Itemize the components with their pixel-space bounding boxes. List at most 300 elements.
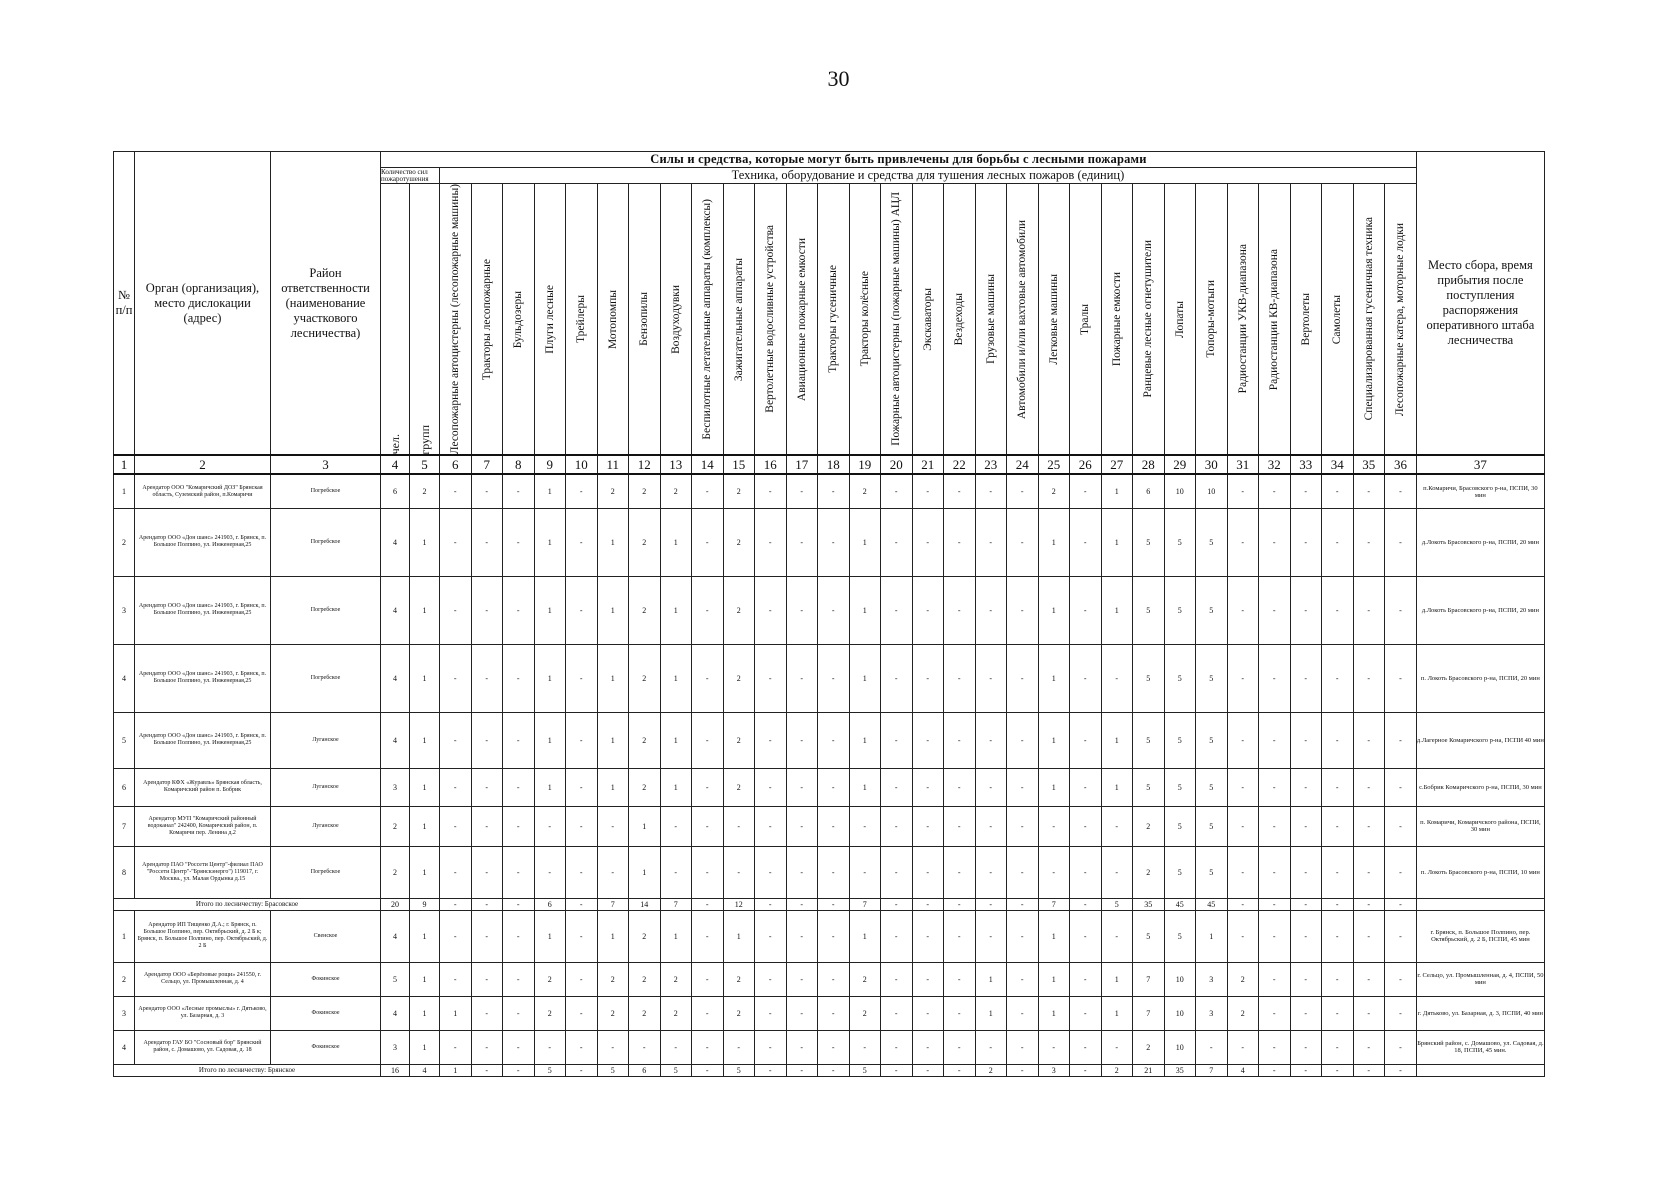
subtotal-value: - (692, 898, 724, 910)
row-value: 1 (723, 910, 755, 962)
column-number: 11 (597, 455, 629, 474)
row-number: 1 (114, 910, 135, 962)
row-value: - (1385, 996, 1417, 1030)
row-value: - (881, 508, 913, 576)
row-value: - (503, 910, 535, 962)
row-value: 1 (1038, 576, 1070, 644)
row-value: - (818, 474, 850, 508)
column-number: 3 (271, 455, 381, 474)
row-place: п.Комаричи, Брасовского р-на, ПСПИ, 30 мин (1416, 474, 1544, 508)
subtotal-value: - (471, 1064, 503, 1076)
subtotal-row (114, 1064, 1545, 1076)
row-value: - (881, 576, 913, 644)
row-value: 5 (1164, 910, 1196, 962)
subtotal-value: 5 (1101, 898, 1133, 910)
table-row (114, 508, 1545, 576)
row-value: 2 (723, 712, 755, 768)
row-value: - (1322, 1030, 1354, 1064)
row-value: 10 (1164, 996, 1196, 1030)
row-value: - (944, 910, 976, 962)
header-equipment (1290, 184, 1322, 456)
row-organization: Арендатор ООО «Дон шанс» 241903, г. Брянск, п. Большое Полпино, ул. Инженерная,25 (135, 576, 271, 644)
row-number: 4 (114, 644, 135, 712)
header-equipment (1070, 184, 1102, 456)
row-area: Фокинское (271, 1030, 381, 1064)
row-value: - (1353, 846, 1385, 898)
row-value: - (975, 712, 1007, 768)
row-value: 1 (660, 768, 692, 806)
row-value: 5 (1196, 846, 1228, 898)
header-equipment-label: Легковые машины (1047, 273, 1060, 365)
row-value: - (975, 644, 1007, 712)
row-value: - (1353, 806, 1385, 846)
row-value: - (471, 644, 503, 712)
row-value: 1 (1101, 962, 1133, 996)
column-number: 27 (1101, 455, 1133, 474)
row-place: п. Локоть Брасовского р-на, ПСПИ, 20 мин (1416, 644, 1544, 712)
row-value: - (849, 846, 881, 898)
row-value: - (1322, 508, 1354, 576)
row-value: 5 (381, 962, 410, 996)
row-value: - (440, 806, 472, 846)
row-value: - (755, 996, 787, 1030)
subtotal-value: - (1227, 898, 1259, 910)
row-value: 1 (660, 508, 692, 576)
row-value: - (1290, 910, 1322, 962)
row-value: - (1385, 474, 1417, 508)
row-value: - (440, 644, 472, 712)
header-equipment-label: Автомобили и/или вахтовые автомобили (1016, 219, 1029, 419)
header-equipment (1259, 184, 1291, 456)
row-value: - (755, 474, 787, 508)
row-value: - (1259, 474, 1291, 508)
table-row (114, 644, 1545, 712)
row-value: - (723, 1030, 755, 1064)
row-value: - (1353, 712, 1385, 768)
table-row (114, 474, 1545, 508)
row-value: 1 (1038, 768, 1070, 806)
row-value: - (786, 910, 818, 962)
subtotal-value: 6 (534, 898, 566, 910)
header-equipment (1164, 184, 1196, 456)
row-organization: Арендатор МУП "Комаричский районный водоканал" 242400, Комаричский район, п. Комаричи пер. Ленина д.2 (135, 806, 271, 846)
row-value: - (1227, 644, 1259, 712)
row-value: - (786, 996, 818, 1030)
forces-table (113, 151, 1545, 1077)
row-value: 2 (629, 508, 661, 576)
header-equipment (849, 184, 881, 456)
row-value: 5 (1164, 644, 1196, 712)
row-value: 1 (660, 644, 692, 712)
row-value: 2 (1133, 1030, 1165, 1064)
subtotal-value: - (503, 1064, 535, 1076)
column-number: 4 (381, 455, 410, 474)
row-value: - (1101, 644, 1133, 712)
header-equipment-label: Авиационные пожарные емкости (795, 237, 808, 401)
row-value: 2 (723, 644, 755, 712)
row-value: 2 (629, 576, 661, 644)
row-value: - (755, 644, 787, 712)
row-value: 6 (381, 474, 410, 508)
subtotal-value: - (881, 898, 913, 910)
row-value: - (818, 806, 850, 846)
row-organization: Арендатор ООО "Комаричский ДОЗ" Брянская область, Суземский район, п.Комаричи (135, 474, 271, 508)
subtotal-value: - (566, 1064, 598, 1076)
header-equipment (692, 184, 724, 456)
row-place: г. Брянск, п. Большое Полпино, пер. Октябрьский, д. 2 Б, ПСПИ, 45 мин (1416, 910, 1544, 962)
row-value: 5 (1164, 768, 1196, 806)
row-value: 5 (1196, 644, 1228, 712)
row-value: 1 (1101, 576, 1133, 644)
subtotal-value: 2 (975, 1064, 1007, 1076)
subtotal-value: - (881, 1064, 913, 1076)
row-value: 2 (1227, 996, 1259, 1030)
subtotal-value: - (912, 898, 944, 910)
row-value: - (629, 1030, 661, 1064)
row-value: - (912, 996, 944, 1030)
row-organization: Арендатор ООО «Дон шанс» 241903, г. Брянск, п. Большое Полпино, ул. Инженерная,25 (135, 644, 271, 712)
subtotal-value: 5 (723, 1064, 755, 1076)
row-value: 1 (597, 910, 629, 962)
header-equipment (629, 184, 661, 456)
row-value: - (1259, 806, 1291, 846)
row-value: 2 (534, 962, 566, 996)
column-number: 31 (1227, 455, 1259, 474)
row-value: - (1007, 508, 1039, 576)
row-value: - (692, 910, 724, 962)
row-number: 5 (114, 712, 135, 768)
row-value: - (944, 768, 976, 806)
row-value: - (534, 1030, 566, 1064)
row-value: - (597, 1030, 629, 1064)
row-organization: Арендатор ООО «Дон шанс» 241903, г. Брянск, п. Большое Полпино, ул. Инженерная,25 (135, 712, 271, 768)
row-value: - (503, 996, 535, 1030)
row-value: 1 (1101, 474, 1133, 508)
subtotal-value: - (975, 898, 1007, 910)
row-value: - (1385, 712, 1417, 768)
row-value: - (1322, 806, 1354, 846)
row-value: - (1385, 846, 1417, 898)
row-value: 2 (1133, 806, 1165, 846)
row-value: - (1227, 576, 1259, 644)
subtotal-value: - (503, 898, 535, 910)
row-value: - (471, 996, 503, 1030)
row-value: - (849, 806, 881, 846)
row-value: 2 (1227, 962, 1259, 996)
subtotal-value: 45 (1196, 898, 1228, 910)
row-value: 1 (440, 996, 472, 1030)
row-value: 2 (723, 768, 755, 806)
row-value: - (1385, 644, 1417, 712)
row-value: - (692, 474, 724, 508)
row-value: 10 (1164, 962, 1196, 996)
column-number: 35 (1353, 455, 1385, 474)
row-value: 2 (597, 962, 629, 996)
row-value: - (755, 806, 787, 846)
row-value: - (755, 768, 787, 806)
row-value: - (755, 962, 787, 996)
row-value: - (1385, 508, 1417, 576)
row-value: - (1101, 846, 1133, 898)
row-value: - (503, 962, 535, 996)
row-value: - (1070, 1030, 1102, 1064)
row-value: 1 (410, 806, 440, 846)
header-equipment (912, 184, 944, 456)
row-value: 1 (410, 768, 440, 806)
subtotal-value: - (786, 1064, 818, 1076)
row-value: - (849, 1030, 881, 1064)
row-value: - (944, 806, 976, 846)
row-value: 2 (849, 962, 881, 996)
subtotal-value: - (471, 898, 503, 910)
header-equipment-label: Мотопомпы (606, 289, 619, 349)
row-value: - (818, 644, 850, 712)
row-area: Погребское (271, 576, 381, 644)
row-place: г. Сельцо, ул. Промышленная, д. 4, ПСПИ, 50 мин (1416, 962, 1544, 996)
row-value: - (471, 910, 503, 962)
row-value: 4 (381, 996, 410, 1030)
column-number: 18 (818, 455, 850, 474)
row-value: 2 (597, 474, 629, 508)
row-value: - (566, 768, 598, 806)
row-value: 1 (410, 576, 440, 644)
row-value: - (912, 474, 944, 508)
subtotal-value: 12 (723, 898, 755, 910)
row-area: Луганское (271, 712, 381, 768)
row-value: - (660, 806, 692, 846)
row-value: - (1227, 768, 1259, 806)
row-value: 5 (1133, 576, 1165, 644)
row-value: - (755, 576, 787, 644)
row-value: - (1259, 768, 1291, 806)
row-value: 2 (381, 806, 410, 846)
row-value: - (1290, 712, 1322, 768)
table-row (114, 712, 1545, 768)
row-value: 2 (381, 846, 410, 898)
row-place: г. Дятьково, ул. Базарная, д. 3, ПСПИ, 40 мин (1416, 996, 1544, 1030)
column-number: 29 (1164, 455, 1196, 474)
table-row (114, 806, 1545, 846)
header-equipment-label: Пожарные емкости (1110, 272, 1123, 367)
subtotal-value: - (1070, 1064, 1102, 1076)
subtotal-value: 2 (1101, 1064, 1133, 1076)
header-equipment (1101, 184, 1133, 456)
row-value: 1 (1101, 996, 1133, 1030)
header-equipment-label: Лесопожарные автоцистерны (лесопожарные машины) (449, 184, 462, 455)
row-value: 7 (1133, 962, 1165, 996)
column-number: 5 (410, 455, 440, 474)
header-equipment (975, 184, 1007, 456)
row-value: - (912, 712, 944, 768)
subtotal-value: - (755, 898, 787, 910)
row-value: 1 (597, 712, 629, 768)
row-value: - (1353, 474, 1385, 508)
row-value: 1 (1196, 910, 1228, 962)
row-number: 3 (114, 576, 135, 644)
subtotal-value: - (1353, 898, 1385, 910)
header-equipment (755, 184, 787, 456)
row-value: - (692, 644, 724, 712)
row-value: 1 (1038, 644, 1070, 712)
row-value: - (471, 846, 503, 898)
row-value: - (755, 1030, 787, 1064)
header-equipment-label: Радиостанции КВ-диапазона (1268, 248, 1281, 390)
row-value: - (1259, 644, 1291, 712)
row-value: - (944, 576, 976, 644)
row-value: - (881, 1030, 913, 1064)
row-value: - (1007, 806, 1039, 846)
header-people (381, 184, 410, 456)
row-value: 1 (410, 996, 440, 1030)
row-value: - (975, 806, 1007, 846)
row-value: 5 (1196, 576, 1228, 644)
row-value: - (1007, 576, 1039, 644)
row-value: 2 (723, 996, 755, 1030)
table-row (114, 768, 1545, 806)
subtotal-value: 5 (597, 1064, 629, 1076)
subtotal-value: 7 (660, 898, 692, 910)
column-number: 26 (1070, 455, 1102, 474)
row-value: - (881, 846, 913, 898)
row-value: - (944, 1030, 976, 1064)
column-number: 10 (566, 455, 598, 474)
header-equipment (1133, 184, 1165, 456)
row-value: - (1007, 846, 1039, 898)
row-value: 5 (1164, 576, 1196, 644)
subtotal-value: - (1290, 898, 1322, 910)
row-value: - (1322, 962, 1354, 996)
header-equipment-label: Грузовые машины (984, 274, 997, 365)
subtotal-value: 4 (1227, 1064, 1259, 1076)
row-value: - (566, 962, 598, 996)
table-subtitle: Техника, оборудование и средства для тушения лесных пожаров (единиц) (440, 168, 1417, 184)
row-value: - (944, 996, 976, 1030)
subtotal-value: - (944, 898, 976, 910)
row-value: 2 (629, 712, 661, 768)
row-value: - (1007, 996, 1039, 1030)
row-value: 1 (660, 576, 692, 644)
row-value: - (1290, 768, 1322, 806)
row-value: - (975, 508, 1007, 576)
header-equipment-label: Топоры-мотыги (1205, 280, 1218, 358)
column-number: 36 (1385, 455, 1417, 474)
subtotal-value: 21 (1133, 1064, 1165, 1076)
row-place: с.Бобрик Комаричского р-на, ПСПИ, 30 мин (1416, 768, 1544, 806)
row-value: 5 (1196, 806, 1228, 846)
row-number: 4 (114, 1030, 135, 1064)
row-value: - (1227, 806, 1259, 846)
row-value: - (471, 768, 503, 806)
row-area: Свенское (271, 910, 381, 962)
row-value: - (1070, 962, 1102, 996)
header-equipment (566, 184, 598, 456)
row-value: - (912, 962, 944, 996)
subtotal-value: - (912, 1064, 944, 1076)
row-value: - (1227, 712, 1259, 768)
header-equipment (1322, 184, 1354, 456)
row-value: 2 (597, 996, 629, 1030)
row-value: - (1070, 996, 1102, 1030)
table-row (114, 910, 1545, 962)
row-value: - (1070, 846, 1102, 898)
row-value: - (566, 474, 598, 508)
column-number: 37 (1416, 455, 1544, 474)
row-value: - (975, 910, 1007, 962)
subtotal-value: 5 (534, 1064, 566, 1076)
row-value: 1 (849, 644, 881, 712)
header-equipment (723, 184, 755, 456)
row-value: - (1038, 806, 1070, 846)
row-organization: Арендатор ООО «Берёзовые рощи» 241550, г. Сельцо, ул. Промышленная, д. 4 (135, 962, 271, 996)
row-value: - (440, 962, 472, 996)
row-value: - (912, 846, 944, 898)
row-value: - (692, 768, 724, 806)
row-value: - (534, 846, 566, 898)
row-value: - (912, 644, 944, 712)
row-value: 3 (381, 768, 410, 806)
row-value: - (1322, 576, 1354, 644)
row-value: - (786, 806, 818, 846)
row-value: 2 (723, 474, 755, 508)
row-value: 2 (629, 996, 661, 1030)
subtotal-value: 35 (1133, 898, 1165, 910)
row-value: 4 (381, 910, 410, 962)
row-value: - (692, 962, 724, 996)
header-equipment (818, 184, 850, 456)
row-value: - (786, 846, 818, 898)
row-value: - (881, 910, 913, 962)
subtotal-value: 7 (849, 898, 881, 910)
row-value: - (1007, 644, 1039, 712)
row-value: - (818, 768, 850, 806)
row-value: - (440, 474, 472, 508)
row-value: - (881, 806, 913, 846)
row-value: - (1259, 508, 1291, 576)
row-value: - (503, 1030, 535, 1064)
row-value: - (1196, 1030, 1228, 1064)
row-value: - (692, 996, 724, 1030)
row-value: 10 (1164, 1030, 1196, 1064)
column-number: 9 (534, 455, 566, 474)
row-place: д.Лагерное Комаричского р-на, ПСПИ 40 мин (1416, 712, 1544, 768)
row-area: Погребское (271, 474, 381, 508)
header-equipment-label: Беспилотные летательные аппараты (комплексы) (701, 198, 714, 440)
row-value: - (503, 768, 535, 806)
row-value: - (1353, 1030, 1385, 1064)
row-value: - (1353, 644, 1385, 712)
row-value: - (881, 644, 913, 712)
row-value: 2 (1038, 474, 1070, 508)
row-value: - (944, 508, 976, 576)
subtotal-value: - (1353, 1064, 1385, 1076)
subtotal-value: - (1290, 1064, 1322, 1076)
header-equipment-label: Тракторы колёсные (858, 271, 871, 367)
row-value: - (1353, 996, 1385, 1030)
column-number: 20 (881, 455, 913, 474)
row-value: - (881, 996, 913, 1030)
row-value: 2 (629, 910, 661, 962)
header-equipment-label: Тралы (1079, 303, 1092, 335)
row-place: п. Комаричи, Комаричского района, ПСПИ, 30 мин (1416, 806, 1544, 846)
row-value: - (975, 768, 1007, 806)
row-area: Фокинское (271, 962, 381, 996)
row-value: - (755, 910, 787, 962)
subtotal-place (1416, 1064, 1544, 1076)
column-number: 14 (692, 455, 724, 474)
header-equipment-label: Экскаваторы (921, 287, 934, 351)
row-number: 2 (114, 962, 135, 996)
row-value: 2 (534, 996, 566, 1030)
